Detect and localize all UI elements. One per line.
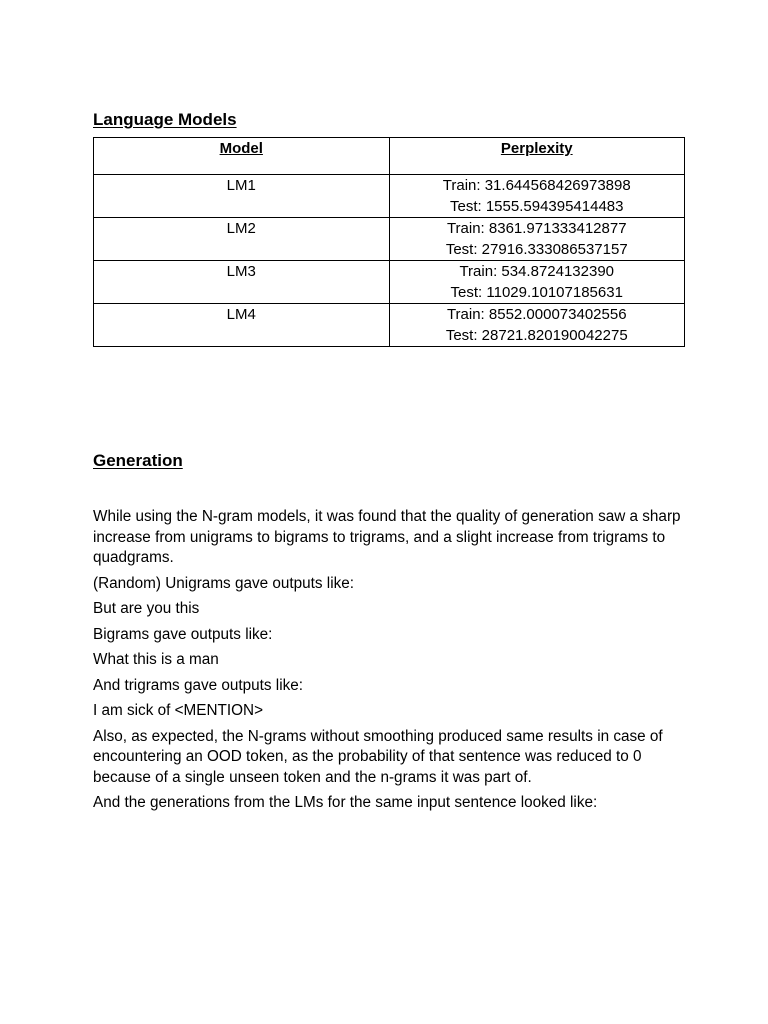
generation-body: [93, 507, 685, 819]
model-cell: LM1: [94, 175, 390, 218]
language-models-heading: Language Models: [93, 110, 237, 129]
table-row: [94, 175, 685, 218]
paragraph: Bigrams gave outputs like:: [93, 625, 273, 643]
paragraph: (Random) Unigrams gave outputs like:: [93, 574, 355, 592]
train-perplexity: Train: 31.644568426973898: [442, 177, 631, 194]
train-perplexity: Train: 8552.000073402556: [446, 306, 627, 323]
test-perplexity: Test: 28721.820190042275: [445, 327, 628, 344]
paragraph: While using the N-gram models, it was found that the quality of generation saw a sharp increase from unigrams to bigrams to trigrams, and a slight increase from trigrams to quadgrams.: [93, 508, 681, 566]
paragraph: But are you this: [93, 600, 200, 617]
perplexity-table: [93, 137, 685, 347]
paragraph: What this is a man: [93, 651, 219, 668]
table-header-perplexity: Perplexity: [389, 138, 685, 175]
table-row: [94, 261, 685, 304]
paragraph: Also, as expected, the N-grams without smoothing produced same results in case of encountering an OOD token, as the probability of that sentence was reduced to 0 because of a single unseen token and the n-grams it was part of.: [93, 727, 663, 786]
paragraph: And trigrams gave outputs like:: [93, 676, 304, 694]
table-header-row: [94, 138, 685, 175]
train-perplexity: Train: 534.8724132390: [459, 263, 615, 280]
generation-heading: Generation: [93, 451, 183, 470]
table-row: [94, 218, 685, 261]
model-cell: LM4: [94, 304, 390, 347]
paragraph: And the generations from the LMs for the same input sentence looked like:: [93, 794, 598, 811]
test-perplexity: Test: 1555.594395414483: [450, 198, 624, 215]
paragraph: I am sick of <MENTION>: [93, 702, 263, 719]
perplexity-cell: [389, 175, 685, 218]
test-perplexity: Test: 27916.333086537157: [445, 241, 628, 258]
perplexity-cell: [389, 304, 685, 347]
model-cell: LM3: [94, 261, 390, 304]
test-perplexity: Test: 11029.10107185631: [450, 284, 623, 301]
model-cell: LM2: [94, 218, 390, 261]
perplexity-cell: [389, 218, 685, 261]
perplexity-cell: [389, 261, 685, 304]
train-perplexity: Train: 8361.971333412877: [446, 220, 627, 237]
table-row: [94, 304, 685, 347]
table-header-model: Model: [94, 138, 390, 175]
